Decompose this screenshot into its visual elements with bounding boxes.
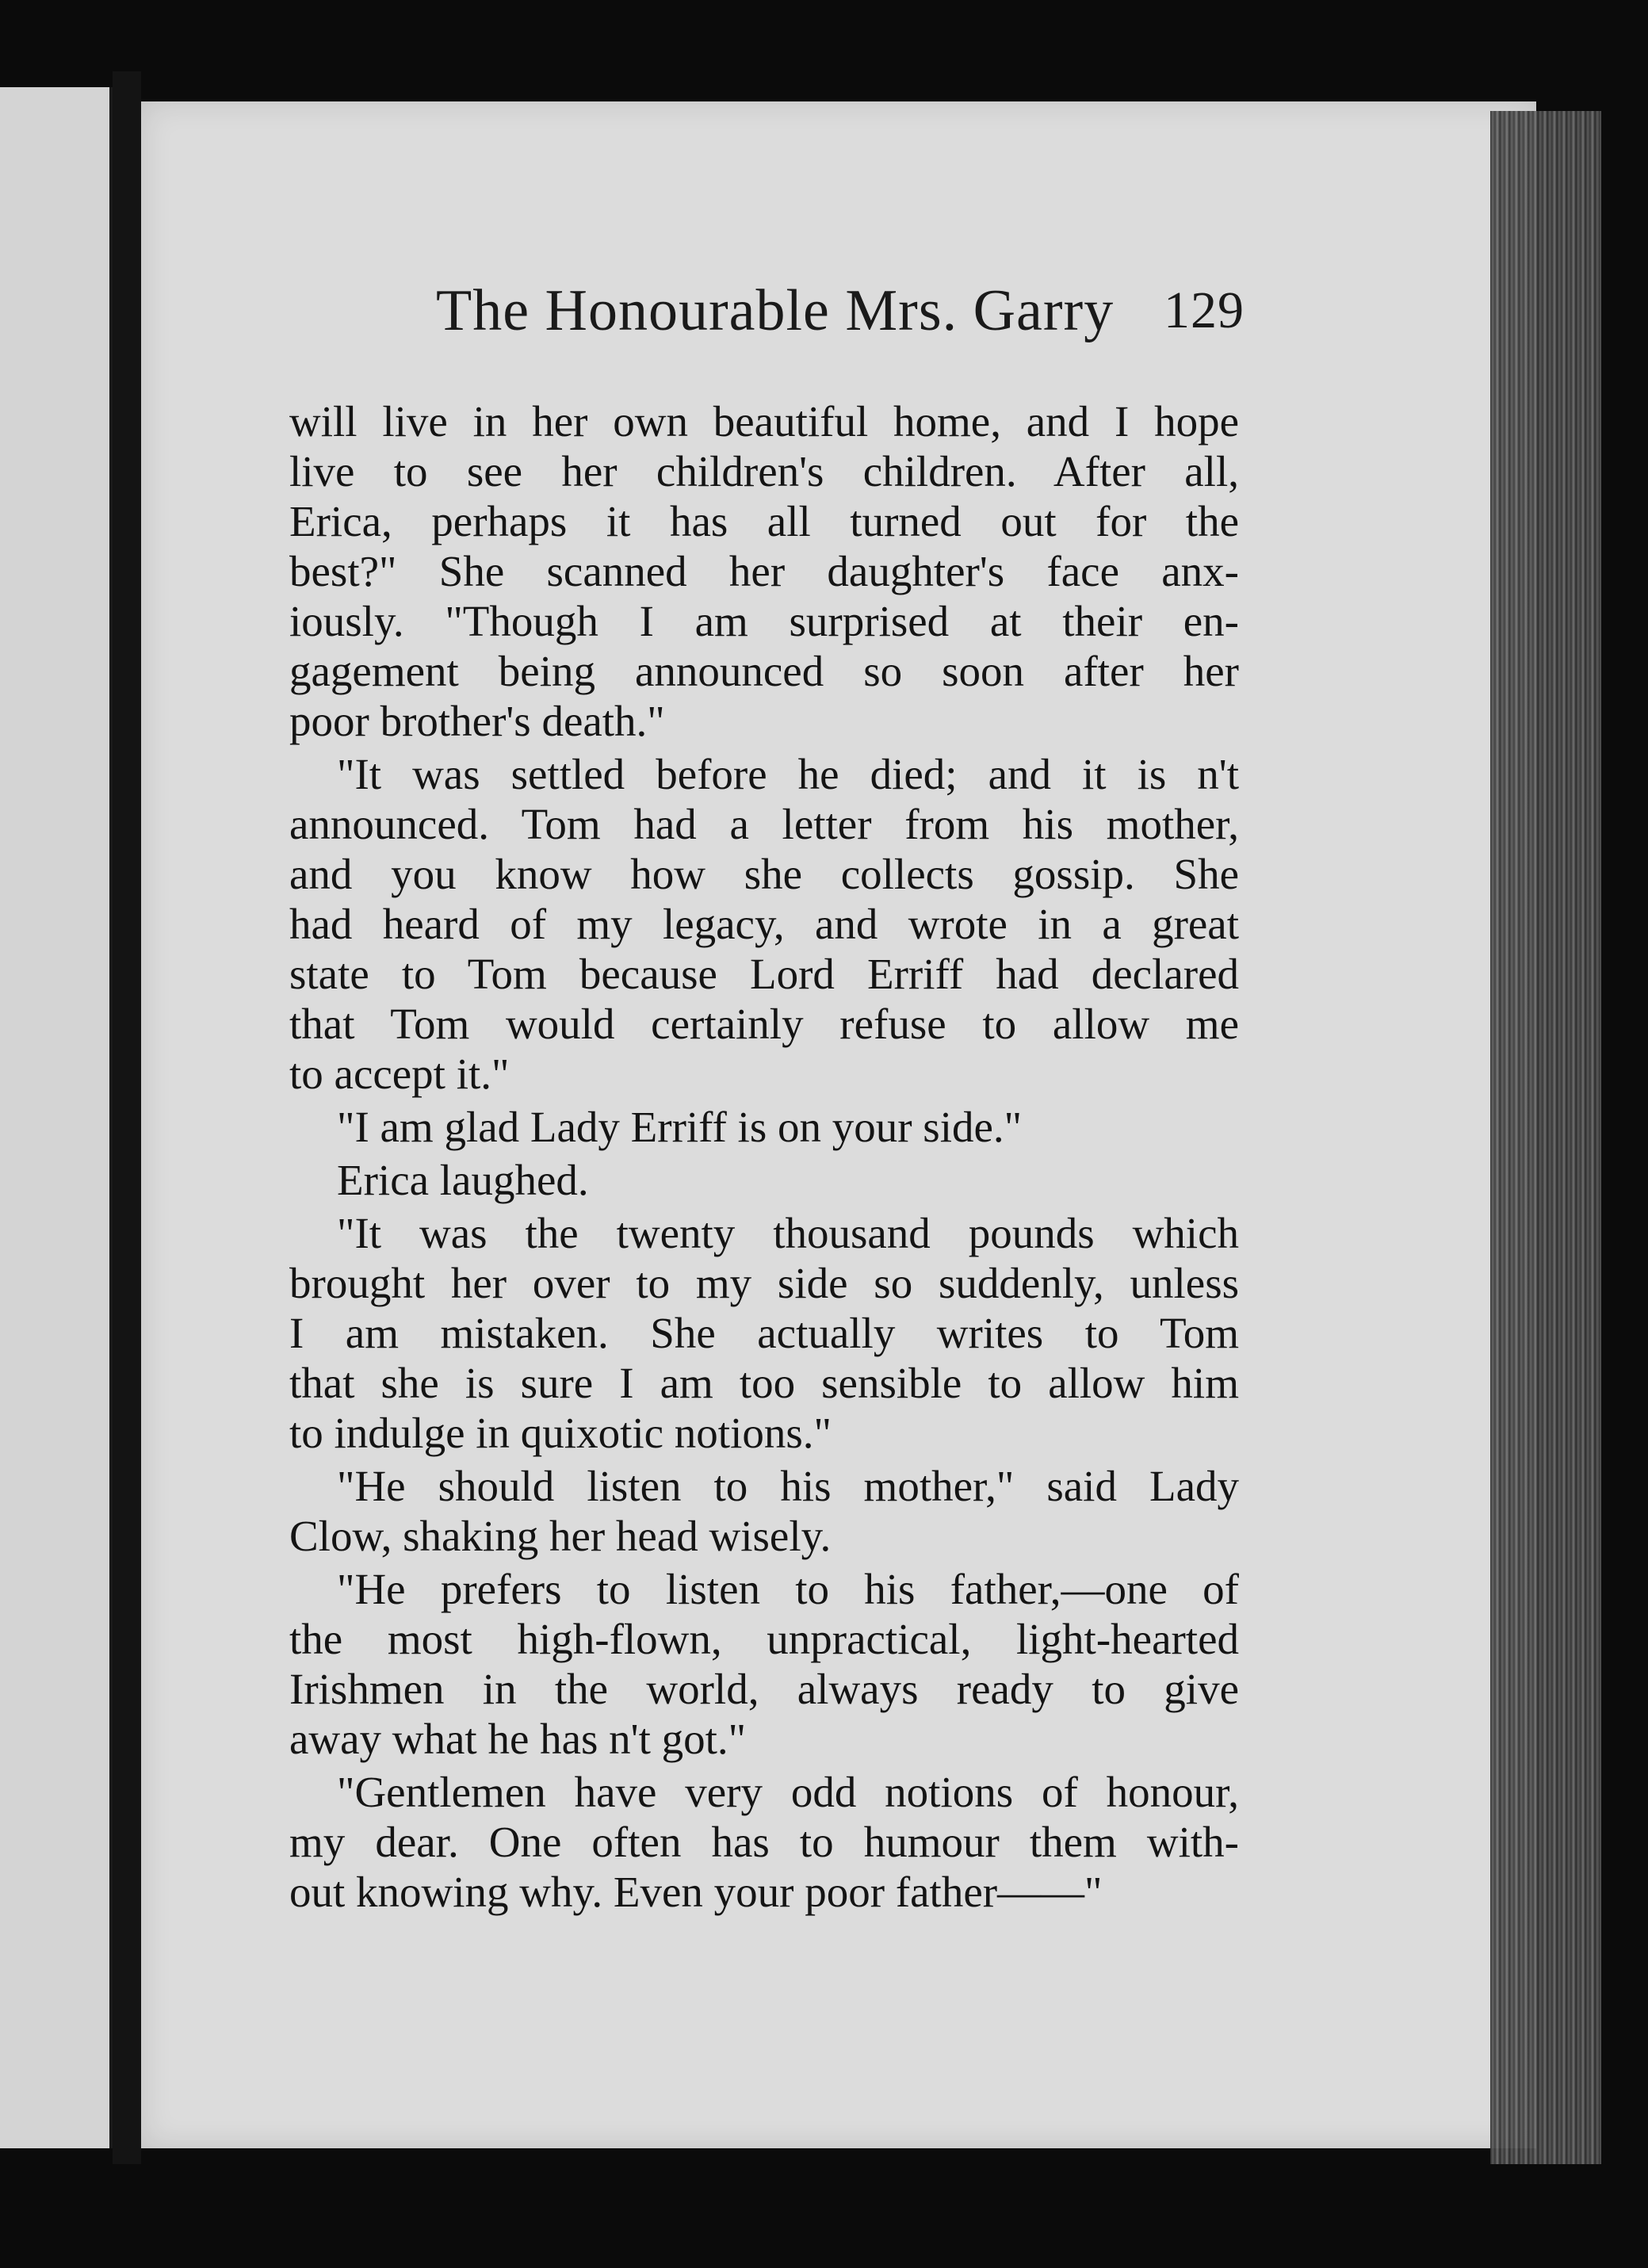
text-line: "He prefers to listen to his father,—one of [337,1565,1239,1613]
paragraph [289,1461,1239,1561]
text-line: "It was the twenty thousand pounds which [337,1209,1239,1257]
text-line: brought her over to my side so suddenly, unless [289,1259,1239,1307]
text-line: best?" She scanned her daughter's face anx- [289,547,1239,595]
running-head-title: The Honourable Mrs. Garry [436,278,1115,343]
paragraph [289,1102,1239,1152]
text-line: had heard of my legacy, and wrote in a great [289,900,1239,948]
text-line: my dear. One often has to humour them with- [289,1818,1239,1866]
paragraph [289,1767,1239,1917]
text-line: Irishmen in the world, always ready to give [289,1665,1239,1713]
text-line: I am mistaken. She actually writes to Tom [289,1309,1239,1357]
book-fore-edge [1490,111,1601,2164]
text-line: "I am glad Lady Erriff is on your side." [337,1103,1023,1151]
paragraph [289,1208,1239,1458]
text-line: away what he has n't got." [289,1715,747,1763]
text-line: that she is sure I am too sensible to allow him [289,1359,1239,1407]
text-line: iously. "Though I am surprised at their en- [289,597,1239,645]
running-head [436,277,1245,365]
paragraph [289,749,1239,1099]
body-text [289,396,1239,1920]
text-line: poor brother's death." [289,697,665,745]
text-line: gagement being announced so soon after her [289,647,1239,695]
book-gutter [113,71,141,2164]
text-line: will live in her own beautiful home, and I hope [289,397,1239,446]
text-line: the most high-flown, unpractical, light-hearted [289,1615,1239,1663]
text-line: "He should listen to his mother," said Lady [337,1462,1239,1510]
paragraph [289,1155,1239,1205]
text-line: Erica laughed. [337,1156,589,1204]
text-line: Erica, perhaps it has all turned out for the [289,497,1239,545]
page-number: 129 [1164,281,1245,339]
paragraph [289,396,1239,746]
text-line: "Gentlemen have very odd notions of honour, [337,1768,1239,1816]
text-line: out knowing why. Even your poor father——" [289,1868,1103,1916]
paragraph [289,1564,1239,1764]
previous-page-edge [0,87,113,2148]
text-line: that Tom would certainly refuse to allow me [289,1000,1239,1048]
text-line: live to see her children's children. After all, [289,447,1239,495]
text-line: announced. Tom had a letter from his mother, [289,800,1239,848]
text-line: to indulge in quixotic notions." [289,1409,832,1457]
text-line: to accept it." [289,1050,510,1098]
text-line: "It was settled before he died; and it is n't [337,750,1239,798]
text-line: state to Tom because Lord Erriff had declared [289,950,1239,998]
text-line: and you know how she collects gossip. She [289,850,1239,898]
text-line: Clow, shaking her head wisely. [289,1512,832,1560]
